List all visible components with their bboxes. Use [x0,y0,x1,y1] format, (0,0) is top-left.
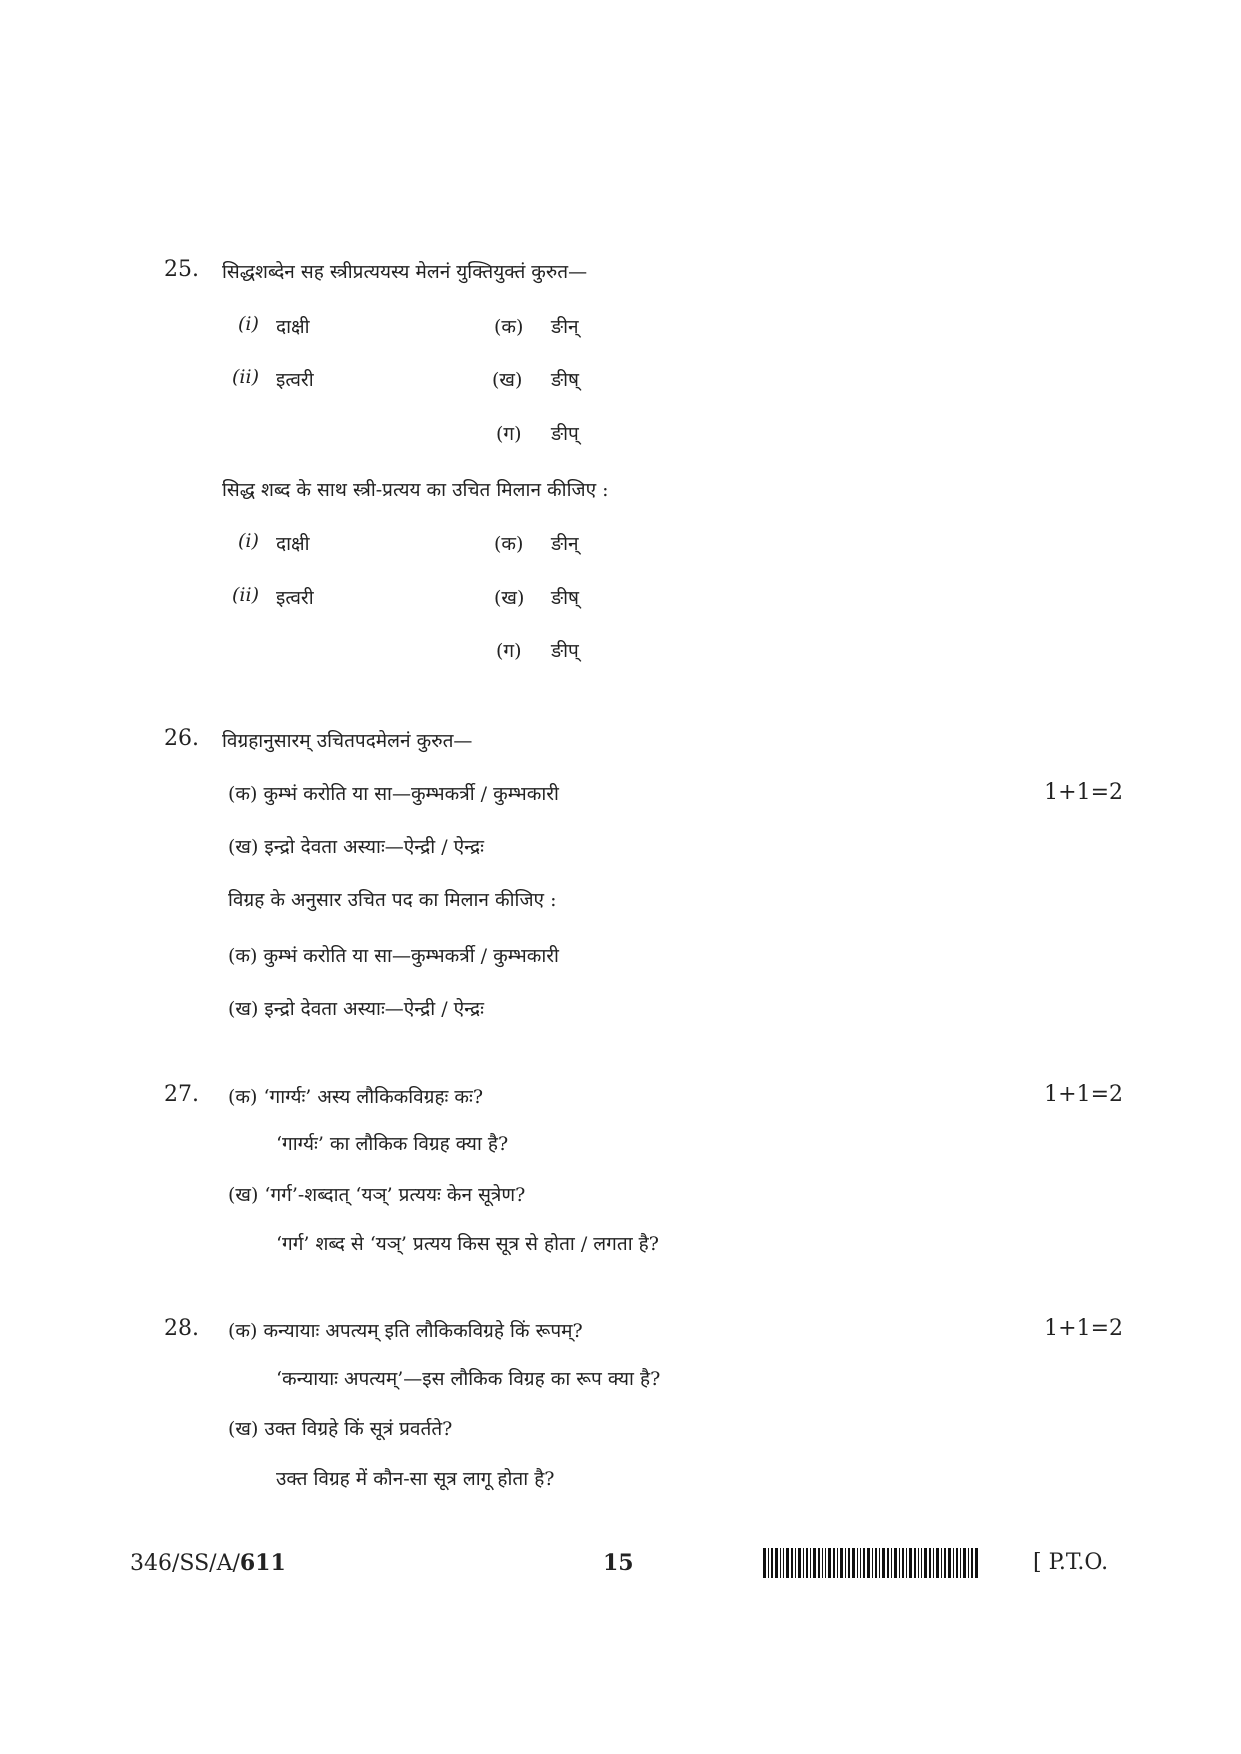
q25-left-text-2: इत्वरी [276,369,314,391]
q27-a-sanskrit: (क) ‘गार्ग्यः’ अस्य लौकिकविग्रहः कः? [228,1086,484,1108]
q25-left-label-2: (ii) [232,366,259,388]
page-number: 15 [603,1550,634,1576]
q26-sanskrit-question: विग्रहानुसारम् उचितपदमेलनं कुरुत— [222,730,473,752]
q25-right-label-3: (ग) [496,423,522,445]
q25-sanskrit-question: सिद्धशब्देन सह स्त्रीप्रत्ययस्य मेलनं युक्तियुक्तं कुरुत— [222,261,588,283]
q25-right-label-2: (ख) [492,369,523,391]
q25-hindi-right-text-2: ङीष् [551,587,580,609]
q25-hindi-right-text-1: ङीन् [551,533,579,555]
q28-a-hindi: ‘कन्यायाः अपत्यम्’—इस लौकिक विग्रह का रूप क्या है? [276,1368,661,1390]
q27-b-sanskrit: (ख) ‘गर्ग’-शब्दात् ‘यञ्’ प्रत्ययः केन सूत्रेण? [228,1184,526,1206]
paper-code-set: 611 [239,1550,286,1576]
q25-hindi-right-label-1: (क) [494,533,524,555]
q25-right-text-3: ङीप् [551,423,579,445]
q25-left-label-1: (i) [238,313,259,335]
q25-hindi-left-text-1: दाक्षी [276,533,310,555]
q26-number: 26. [164,726,199,751]
q28-number: 28. [164,1316,199,1341]
q28-marks: 1+1=2 [1044,1316,1123,1341]
q25-hindi-left-label-1: (i) [238,530,259,552]
q25-hindi-question: सिद्ध शब्द के साथ स्त्री-प्रत्यय का उचित मिलान कीजिए : [222,479,609,501]
q25-hindi-right-label-3: (ग) [496,640,522,662]
q25-left-text-1: दाक्षी [276,316,310,338]
q27-number: 27. [164,1082,199,1107]
q25-hindi-right-label-2: (ख) [494,587,525,609]
q25-hindi-left-label-2: (ii) [232,584,259,606]
q28-b-sanskrit: (ख) उक्त विग्रहे किं सूत्रं प्रवर्तते? [228,1418,453,1440]
q25-number: 25. [164,257,199,282]
q26-hindi-item-a: (क) कुम्भं करोति या सा—कुम्भकर्त्री / कुम्भकारी [228,945,559,967]
pto-label: [ P.T.O. [1033,1550,1109,1575]
q27-marks: 1+1=2 [1044,1082,1123,1107]
q28-b-hindi: उक्त विग्रह में कौन-सा सूत्र लागू होता है? [276,1468,555,1490]
q25-right-label-1: (क) [494,316,524,338]
q27-a-hindi: ‘गार्ग्यः’ का लौकिक विग्रह क्या है? [276,1133,509,1155]
barcode [763,1548,1019,1578]
q25-hindi-left-text-2: इत्वरी [276,587,314,609]
q25-hindi-right-text-3: ङीप् [551,640,579,662]
q28-a-sanskrit: (क) कन्यायाः अपत्यम् इति लौकिकविग्रहे किं रूपम्? [228,1320,583,1342]
q26-item-a: (क) कुम्भं करोति या सा—कुम्भकर्त्री / कुम्भकारी [228,783,559,805]
q25-right-text-2: ङीष् [551,369,580,391]
q26-marks: 1+1=2 [1044,780,1123,805]
q26-item-b: (ख) इन्द्रो देवता अस्याः—ऐन्द्री / ऐन्द्रः [228,836,484,858]
paper-code-prefix: 346/SS/A/ [130,1551,240,1576]
q26-hindi-question: विग्रह के अनुसार उचित पद का मिलान कीजिए : [228,889,557,911]
q25-right-text-1: ङीन् [551,316,579,338]
paper-code [130,1550,286,1576]
q27-b-hindi: ‘गर्ग’ शब्द से ‘यञ्’ प्रत्यय किस सूत्र से होता / लगता है? [276,1233,659,1255]
q26-hindi-item-b: (ख) इन्द्रो देवता अस्याः—ऐन्द्री / ऐन्द्रः [228,998,484,1020]
